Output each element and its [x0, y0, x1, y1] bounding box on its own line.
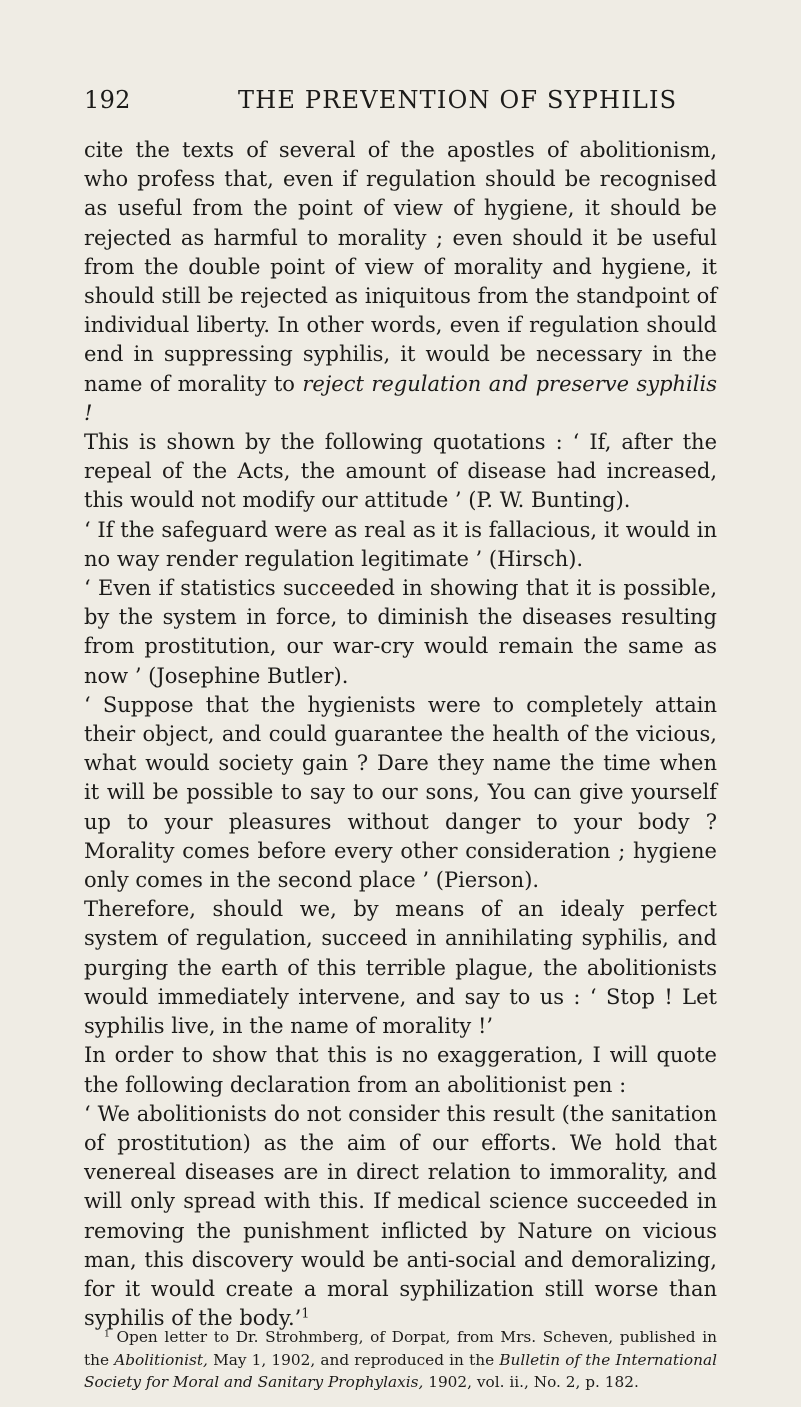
- footnote-reference: 1: [301, 1305, 310, 1321]
- emphasis-text: reject regulation and preserve syphilis !: [84, 371, 717, 425]
- running-header: [84, 86, 716, 120]
- footnote-text: [84, 1326, 717, 1394]
- body-text: [84, 136, 717, 1333]
- paragraph: ‘ If the safeguard were as real as it is fallacious, it would in no way render regulation legitimate ’ (Hirsch).: [84, 517, 717, 571]
- page-number: 192: [84, 86, 131, 114]
- paragraph: Therefore, should we, by means of an idealy perfect system of regulation, succeed in annihilating syphilis, and purging the earth of this terrible plague, the abolitionists would immediately intervene, and say to us : ‘ Stop ! Let syphilis live, in the name of morality !’: [84, 897, 717, 1039]
- running-title: THE PREVENTION OF SYPHILIS: [238, 86, 678, 114]
- footnote: [84, 1326, 717, 1394]
- paragraph: In order to show that this is no exaggeration, I will quote the following declaration from an abolitionist pen :: [84, 1043, 717, 1097]
- paragraph: [84, 136, 717, 428]
- footnote-text-part: Open letter to Dr. Strohmberg, of Dorpat, from Mrs. Scheven, published in the: [84, 1328, 717, 1369]
- paragraph: This is shown by the following quotations : ‘ If, after the repeal of the Acts, the amount of disease had increased, this would not modify our attitude ’ (P. W. Bunting).: [84, 430, 717, 513]
- paragraph-text: cite the texts of several of the apostles of abolitionism, who profess that, even if regulation should be recognised as useful from the point of view of hygiene, it should be rejected as harmful to morality ; even should it be useful from the double point of view of morality and hygiene, it should still be rejected as iniquitous from the standpoint of individual liberty. In other words, even if regulation should end in suppressing syphilis, it would be necessary in the name of morality to: [84, 138, 717, 396]
- footnote-italic-title: Abolitionist,: [114, 1350, 208, 1369]
- footnote-text-part: May 1, 1902, and reproduced in the: [207, 1350, 500, 1369]
- footnote-marker: 1: [104, 1328, 110, 1340]
- footnote-italic-title: Bulletin of the International Society for Moral and Sanitary Prophylaxis,: [84, 1350, 717, 1391]
- footnote-text-part: 1902, vol. ii., No. 2, p. 182.: [423, 1373, 639, 1391]
- paragraph: [84, 1100, 717, 1334]
- paragraph: ‘ Suppose that the hygienists were to completely attain their object, and could guarantee the health of the vicious, what would society gain ? Dare they name the time when it will be possible to say to our sons, You can give yourself up to your pleasures without danger to your body ? Morality comes before every other consideration ; hygiene only comes in the second place ’ (Pierson).: [84, 692, 717, 893]
- paragraph-text: ‘ We abolitionists do not consider this result (the sanitation of prostitution) as the aim of our efforts. We hold that venereal diseases are in direct relation to immorality, and will only spread with this. If medical science succeeded in removing the punishment inflicted by Nature on vicious man, this discovery would be anti-social and demoralizing, for it would create a moral syphilization still worse than syphilis of the body.’: [84, 1101, 717, 1331]
- paragraph: ‘ Even if statistics succeeded in showing that it is possible, by the system in force, to diminish the diseases resulting from prostitution, our war-cry would remain the same as now ’ (Josephine Butler).: [84, 576, 717, 688]
